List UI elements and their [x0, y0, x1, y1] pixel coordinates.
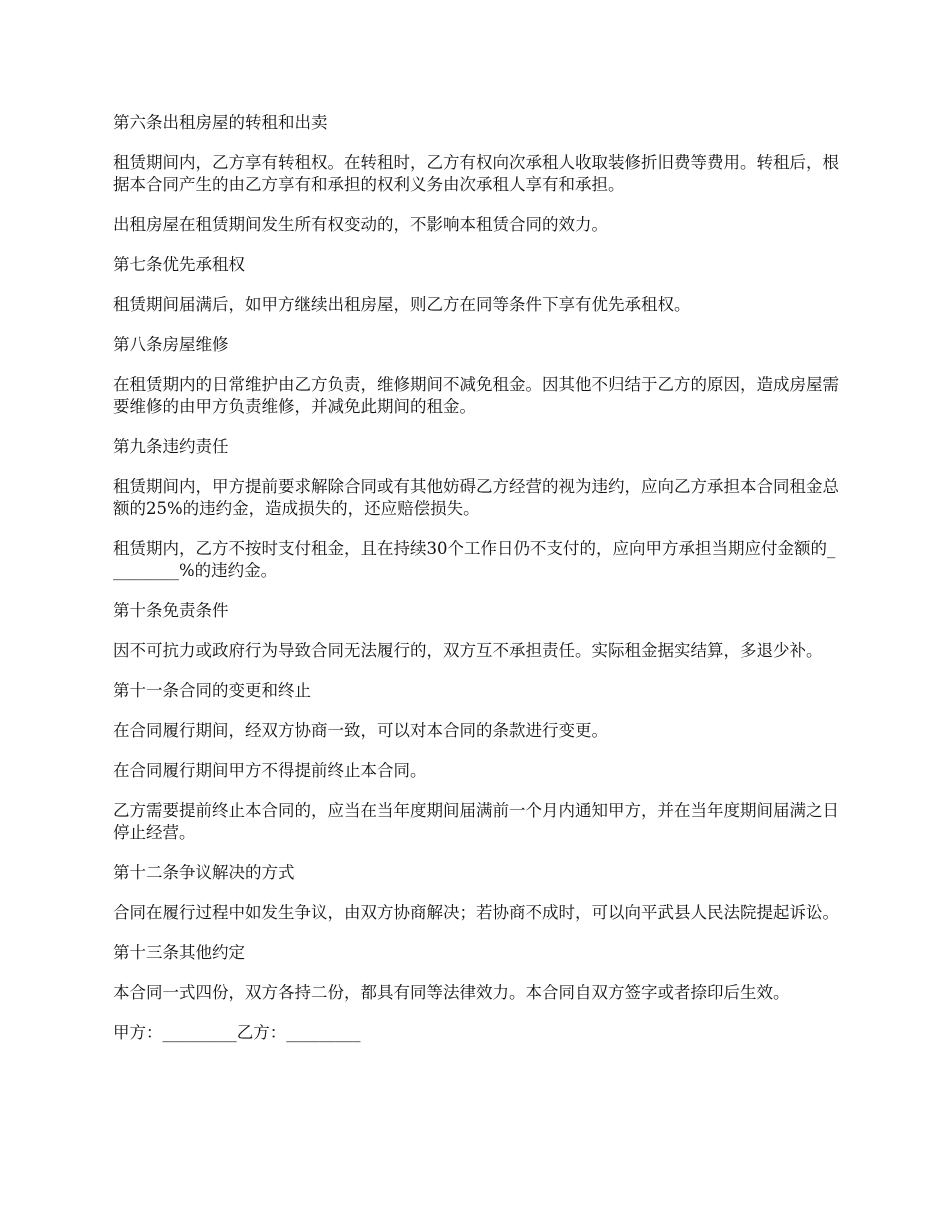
paragraph: 在合同履行期间甲方不得提前终止本合同。: [113, 761, 427, 780]
section-heading: 第八条房屋维修: [113, 335, 229, 354]
paragraph: 出租房屋在租赁期间发生所有权变动的，不影响本租赁合同的效力。: [113, 215, 608, 234]
section-heading: 第七条优先承租权: [113, 255, 245, 274]
document-content: [113, 112, 843, 1004]
paragraph: 在合同履行期间，经双方协商一致，可以对本合同的条款进行变更。: [113, 721, 608, 740]
section-heading: 第十三条其他约定: [113, 943, 245, 962]
paragraph: 合同在履行过程中如发生争议，由双方协商解决；若协商不成时，可以向平武县人民法院提起诉讼。: [113, 903, 839, 922]
paragraph: 因不可抗力或政府行为导致合同无法履行的，双方互不承担责任。实际租金据实结算，多退少补。: [113, 641, 823, 660]
section-heading: 第十一条合同的变更和终止: [113, 681, 311, 700]
paragraph: 在租赁期内的日常维护由乙方负责，维修期间不减免租金。因其他不归结于乙方的原因，造成房屋需要维修的由甲方负责维修，并减免此期间的租金。: [113, 375, 839, 416]
section-heading: 第十条免责条件: [113, 601, 229, 620]
paragraph: 租赁期内，乙方不按时支付租金，且在持续30个工作日仍不支付的，应向甲方承担当期应付金额的_________%的违约金。: [113, 539, 836, 580]
document-body: [113, 112, 843, 1044]
paragraph: 租赁期间内，乙方享有转租权。在转租时，乙方有权向次承租人收取装修折旧费等费用。转租后，根据本合同产生的由乙方享有和承担的权利义务由次承租人享有和承担。: [113, 153, 839, 194]
paragraph: 本合同一式四份，双方各持二份，都具有同等法律效力。本合同自双方签字或者捺印后生效。: [113, 983, 790, 1002]
section-heading: 第六条出租房屋的转租和出卖: [113, 113, 328, 132]
paragraph: 租赁期间届满后，如甲方继续出租房屋，则乙方在同等条件下享有优先承租权。: [113, 295, 691, 314]
paragraph: 租赁期间内，甲方提前要求解除合同或有其他妨碍乙方经营的视为违约，应向乙方承担本合同租金总额的25%的违约金，造成损失的，还应赔偿损失。: [113, 477, 839, 518]
section-heading: 第十二条争议解决的方式: [113, 863, 295, 882]
section-heading: 第九条违约责任: [113, 437, 229, 456]
signature-line: 甲方：_________乙方：_________: [113, 1023, 361, 1042]
paragraph: 乙方需要提前终止本合同的，应当在当年度期间届满前一个月内通知甲方，并在当年度期间届满之日停止经营。: [113, 801, 839, 842]
